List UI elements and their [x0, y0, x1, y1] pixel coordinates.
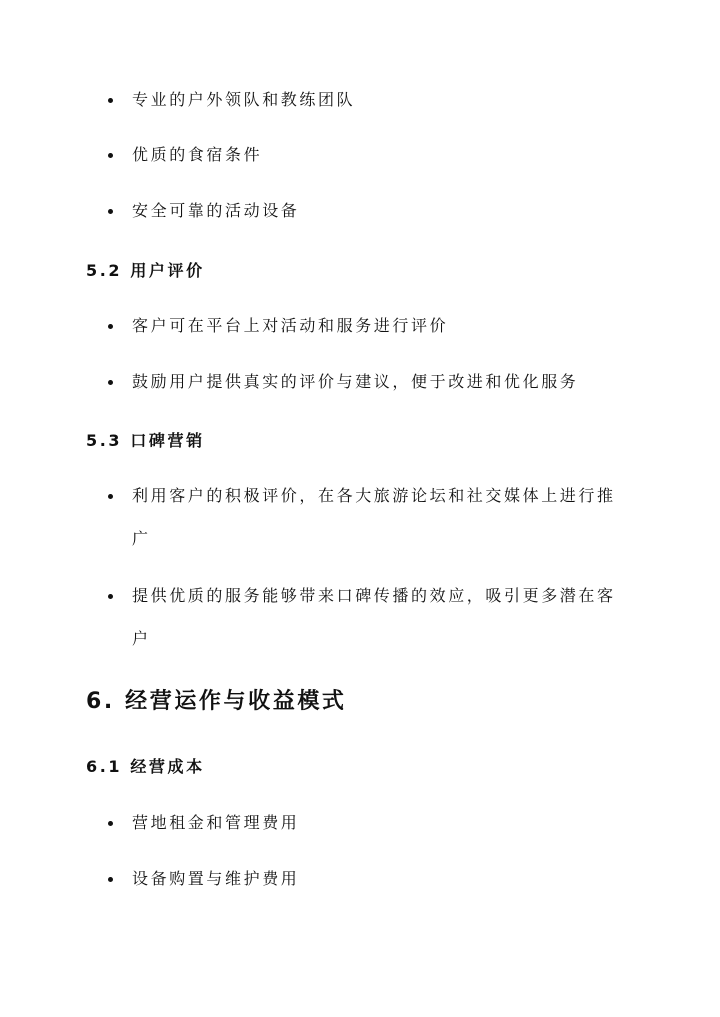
list-item: [108, 859, 628, 899]
section-heading: 5.3 口碑营销: [86, 431, 205, 450]
list-item-text: 客户可在平台上对活动和服务进行评价: [132, 316, 449, 335]
list-item-text-continued: 户: [132, 629, 151, 648]
bullet-icon: [108, 324, 113, 329]
section-heading: 6.1 经营成本: [86, 757, 205, 776]
bullet-icon: [108, 209, 113, 214]
list-item: [108, 306, 628, 346]
bullet-icon: [108, 821, 113, 826]
list-item: [108, 803, 628, 843]
list-item-text: 优质的食宿条件: [132, 145, 263, 164]
list-item-text: 营地租金和管理费用: [132, 813, 300, 832]
list-item: [108, 476, 628, 556]
list-item-text-continued: 广: [132, 529, 151, 548]
bullet-icon: [108, 877, 113, 882]
list-item: [108, 191, 628, 231]
list-item: [108, 576, 628, 656]
bullet-icon: [108, 153, 113, 158]
list-item-text: 提供优质的服务能够带来口碑传播的效应，吸引更多潜在客: [132, 586, 616, 605]
list-item: [108, 80, 628, 120]
bullet-icon: [108, 380, 113, 385]
bullet-icon: [108, 98, 113, 103]
bullet-icon: [108, 594, 113, 599]
bullet-icon: [108, 494, 113, 499]
list-item-text: 设备购置与维护费用: [132, 869, 300, 888]
list-item: [108, 362, 628, 402]
list-item: [108, 135, 628, 175]
section-heading: 5.2 用户评价: [86, 261, 205, 280]
list-item-text: 利用客户的积极评价，在各大旅游论坛和社交媒体上进行推: [132, 486, 616, 505]
list-item-text: 鼓励用户提供真实的评价与建议，便于改进和优化服务: [132, 372, 579, 391]
chapter-heading: 6. 经营运作与收益模式: [86, 689, 347, 714]
list-item-text: 专业的户外领队和教练团队: [132, 90, 356, 109]
list-item-text: 安全可靠的活动设备: [132, 201, 300, 220]
